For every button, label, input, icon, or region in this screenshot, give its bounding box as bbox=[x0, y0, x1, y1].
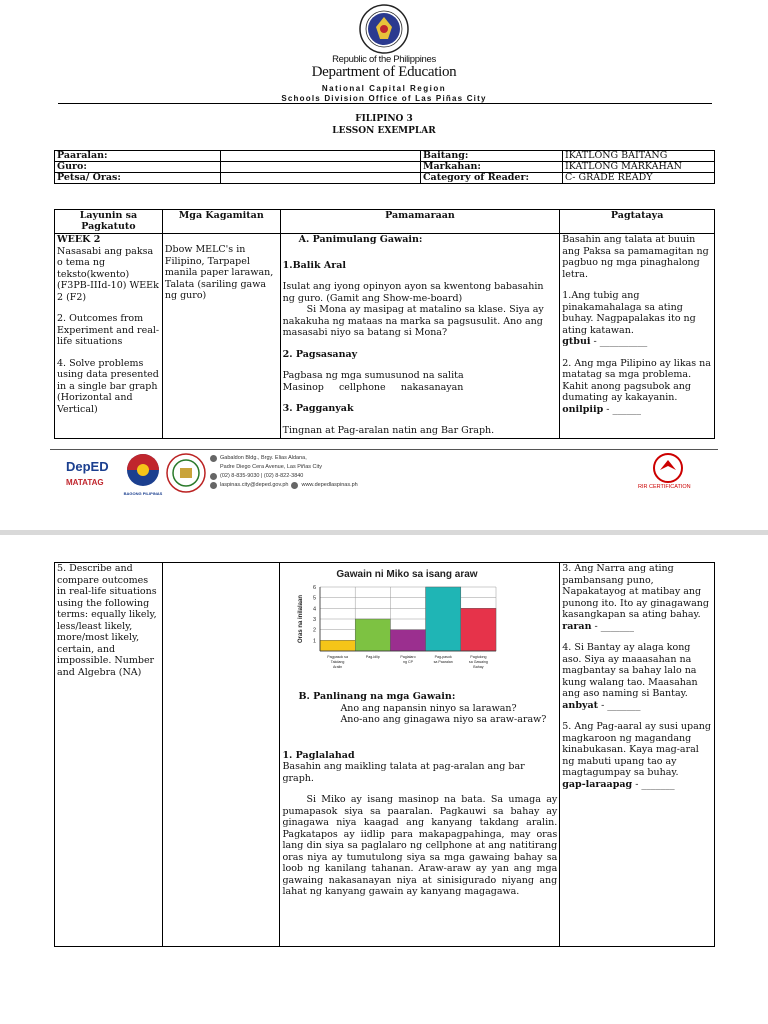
chart-category-label: ng CP bbox=[403, 660, 414, 664]
miko-story: Si Miko ay isang masinop na bata. Sa umaga ay pumapasok siya sa paaralan. Pagkauwi sa bahay ay ginagawa niya kaagad ang kanyang takdang aralin. Pagkatapos ay iidlip para makapagpahinga, may oras lang din siya sa paglalaro ng cellphone at ang natitirang oras niya ay tumutulong siya sa mga gawaing bahay sa loob ng kanilang tahanan. Araw-araw ay yan ang mga gawaing nakasanayan niya at sinisigurado niyang ang lahat ng kanyang gawain ay kanyang magagawa. bbox=[282, 794, 558, 897]
question-3: 3. Ang Narra ang ating pambansang puno, Napakatayog at matibay ang punong ito. Ito ay ginagawang kasangkapan sa ating bahay. bbox=[562, 563, 709, 620]
region-heading: National Capital Region bbox=[321, 84, 447, 93]
scrambled-word-4: anbyat bbox=[562, 699, 599, 711]
date-value bbox=[221, 173, 421, 184]
section-b-question-2: Ano-ano ang ginagawa niyo sa araw-araw? bbox=[340, 714, 547, 725]
sdo-las-pinas-seal-icon bbox=[166, 452, 206, 494]
pamamaraan-cell-2 bbox=[280, 563, 560, 947]
date-label: Petsa/ Oras: bbox=[55, 173, 221, 184]
chart-category-label: sa Paaralan bbox=[434, 660, 454, 664]
email-text: laspinas.city@deped.gov.ph bbox=[220, 482, 289, 488]
chart-category-label: Pag-idlip bbox=[366, 655, 381, 659]
column-header-kagamitan: Mga Kagamitan bbox=[162, 210, 280, 234]
teacher-value bbox=[221, 162, 421, 173]
deped-logo-icon bbox=[62, 455, 116, 491]
answer-line-3 bbox=[562, 621, 712, 633]
blank-1: - __________ bbox=[593, 336, 648, 347]
week-label: WEEK 2 bbox=[57, 234, 101, 245]
chart-bar bbox=[356, 619, 391, 651]
phone-text: (02) 8-835-9030 | (02) 8-822-3840 bbox=[220, 473, 304, 479]
chart-category-label: sa Gawaing bbox=[469, 660, 489, 664]
bagong-pilipinas-text: BAGONG PILIPINAS bbox=[123, 491, 163, 496]
email-icon bbox=[210, 482, 217, 489]
division-heading: Schools Division Office of Las Piñas City bbox=[281, 94, 487, 103]
section-a-title: A. Panimulang Gawain: bbox=[298, 234, 423, 245]
subject-title: FILIPINO 3 bbox=[355, 114, 413, 124]
pamamaraan-cell bbox=[280, 234, 560, 439]
chart-category-label: Pagpasok sa bbox=[327, 655, 349, 659]
chart-bar bbox=[320, 640, 355, 651]
republic-heading: Republic of the Philippines bbox=[332, 54, 436, 65]
grade-value: IKATLONG BAITANG bbox=[563, 151, 715, 162]
school-value bbox=[221, 151, 421, 162]
layunin-cell-2 bbox=[55, 563, 163, 947]
website-text: www.depedlaspinas.ph bbox=[301, 482, 358, 488]
objective-2: 2. Outcomes from Experiment and real-life situations bbox=[57, 313, 160, 347]
bar-chart bbox=[294, 565, 504, 691]
pagtataya-cell-2 bbox=[560, 563, 715, 947]
chart-category-label: Pag-pasok bbox=[435, 655, 453, 659]
footer-divider bbox=[50, 449, 718, 450]
chart-category-label: Aralin bbox=[333, 665, 343, 669]
deped-logo-text: DepED bbox=[66, 459, 109, 474]
question-2: 2. Ang mga Pilipino ay likas na matatag sa mga problema. Kahit anong pagsubok ang dumating ay kakayanin. bbox=[562, 357, 711, 403]
question-1: 1.Ang tubig ang pinakamahalaga sa ating buhay. Nagpapalakas ito ng ating katawan. bbox=[562, 290, 696, 336]
section-b-title: B. Panlinang na mga Gawain: bbox=[298, 691, 456, 702]
paglalahad-title: 1. Paglalahad bbox=[282, 749, 355, 761]
scrambled-word-1: gtbui bbox=[562, 336, 591, 347]
blank-4: - _______ bbox=[601, 699, 641, 711]
question-5: 5. Ang Pag-aaral ay susi upang magkaroon ng magandang kinabukasan. Kaya mag-aral ng mabuti upang tao ay magtagumpay sa buhay. bbox=[562, 721, 711, 778]
answer-line-2 bbox=[562, 404, 712, 416]
address-line-2: Padre Diego Cera Avenue, Las Piñas City bbox=[220, 464, 323, 470]
scrambled-word-2: onilpiip bbox=[562, 403, 604, 415]
lesson-table-continued bbox=[54, 562, 715, 947]
grade-label: Baitang: bbox=[421, 151, 563, 162]
quarter-value: IKATLONG MARKAHAN bbox=[563, 162, 715, 173]
column-header-layunin: Layunin sa Pagkatuto bbox=[55, 210, 163, 234]
chart-ylabel: Oras na inilalaan bbox=[298, 594, 305, 644]
globe-icon bbox=[291, 482, 298, 489]
location-pin-icon bbox=[210, 455, 217, 462]
kagamitan-cell bbox=[162, 234, 280, 439]
blank-5: - _______ bbox=[635, 778, 675, 790]
phone-row bbox=[210, 472, 358, 481]
balik-aral-instruction: Isulat ang iyong opinyon ayon sa kwentong babasahin ng guro. (Gamit ang Show-me-board) bbox=[282, 281, 544, 304]
pagsasanay-title: 2. Pagsasanay bbox=[282, 348, 358, 360]
teacher-label: Guro: bbox=[55, 162, 221, 173]
balik-aral-title: 1.Balik Aral bbox=[282, 259, 347, 271]
scrambled-word-3: raran bbox=[562, 620, 592, 632]
chart-bar bbox=[391, 630, 426, 651]
objective-1: Nasasabi ang paksa o tema ng teksto(kwento) (F3PB-IIId-10) WEEk 2 (F2) bbox=[57, 245, 159, 303]
contact-block bbox=[210, 454, 358, 490]
answer-line-5 bbox=[562, 779, 712, 791]
rir-certification-text: RIR CERTIFICATION bbox=[638, 484, 691, 490]
pagganyak-instruction: Tingnan at Pag-aralan natin ang Bar Graph. bbox=[282, 424, 495, 436]
objective-5: 5. Describe and compare outcomes in real-life situations using the following terms: equally likely, less/least likely, more/most likely, certain, and impossible. Number and Algebra (NA) bbox=[57, 563, 157, 678]
bagong-pilipinas-logo-icon bbox=[122, 452, 164, 498]
chart-bar bbox=[461, 608, 496, 651]
reader-label: Category of Reader: bbox=[421, 173, 563, 184]
matatag-logo-text: MATATAG bbox=[66, 478, 104, 487]
chart-ytick-label: 6 bbox=[313, 585, 317, 591]
chart-bar bbox=[426, 587, 461, 651]
chart-category-label: Takdang bbox=[331, 660, 345, 664]
column-header-pagtataya: Pagtataya bbox=[560, 210, 715, 234]
email-row bbox=[210, 481, 358, 490]
info-table bbox=[54, 150, 715, 184]
kagamitan-cell-2 bbox=[162, 563, 280, 947]
phone-icon bbox=[210, 473, 217, 480]
layunin-cell bbox=[55, 234, 163, 439]
document-type-title: LESSON EXEMPLAR bbox=[332, 126, 436, 136]
quarter-label: Markahan: bbox=[421, 162, 563, 173]
bar-chart-svg bbox=[294, 565, 504, 691]
chart-category-label: Pagtulong bbox=[470, 655, 487, 659]
pagsasanay-words: Masinop cellphone nakasanayan bbox=[282, 381, 464, 393]
chart-category-label: Paglalaro bbox=[400, 655, 417, 659]
objective-3: 4. Solve problems using data presented in a single bar graph (Horizontal and Vertical) bbox=[57, 357, 159, 415]
chart-ytick-label: 2 bbox=[313, 627, 317, 634]
chart-ytick-label: 1 bbox=[313, 638, 317, 645]
paglalahad-instruction: Basahin ang maikling talata at pag-aralan ang bar graph. bbox=[282, 761, 525, 784]
chart-ytick-label: 4 bbox=[313, 606, 317, 613]
answer-line-1 bbox=[562, 336, 712, 348]
materials-text: Dbow MELC's in Filipino, Tarpapel manila paper larawan, Talata (sariling gawa ng guro) bbox=[164, 244, 274, 301]
chart-title: Gawain ni Miko sa isang araw bbox=[336, 569, 479, 580]
chart-ytick-label: 3 bbox=[313, 617, 317, 623]
balik-aral-story: Si Mona ay masipag at matalino sa klase. Siya ay nakakuha ng mataas na marka sa pagsusulit. Ano ang masasabi niyo sa batang si Mona? bbox=[282, 304, 544, 338]
answer-line-4 bbox=[562, 700, 712, 712]
department-heading: Department of Education bbox=[311, 64, 457, 80]
blank-3: - _______ bbox=[594, 620, 634, 632]
address-row-2 bbox=[210, 463, 358, 472]
question-4: 4. Si Bantay ay alaga kong aso. Siya ay maaasahan na magbantay sa bahay lalo na kung walang tao. Maasahan ang aso naming si Bantay. bbox=[562, 642, 698, 699]
address-line-1: Gabaldon Bldg., Brgy. Elias Aldana, bbox=[220, 455, 307, 461]
scrambled-word-5: gap-laraapag bbox=[562, 778, 633, 790]
school-label: Paaralan: bbox=[55, 151, 221, 162]
lesson-table bbox=[54, 209, 715, 439]
pagganyak-title: 3. Pagganyak bbox=[282, 403, 354, 414]
column-header-pamamaraan: Pamamaraan bbox=[280, 210, 560, 234]
header-divider bbox=[58, 103, 712, 104]
reader-value: C- GRADE READY bbox=[563, 173, 715, 184]
chart-ytick-label: 5 bbox=[313, 595, 317, 602]
pagsasanay-instruction: Pagbasa ng mga sumusunod na salita bbox=[282, 370, 464, 381]
assessment-intro: Basahin ang talata at buuin ang Paksa sa pamamagitan ng pagbuo ng mga pinaghalong letra. bbox=[562, 234, 709, 280]
blank-2: - ______ bbox=[606, 403, 641, 415]
pagtataya-cell bbox=[560, 234, 715, 439]
deped-seal-icon bbox=[359, 4, 409, 54]
chart-category-label: Bahay bbox=[473, 665, 484, 669]
section-b-question-1: Ano ang napansin ninyo sa larawan? bbox=[340, 702, 517, 714]
address-row bbox=[210, 454, 358, 463]
